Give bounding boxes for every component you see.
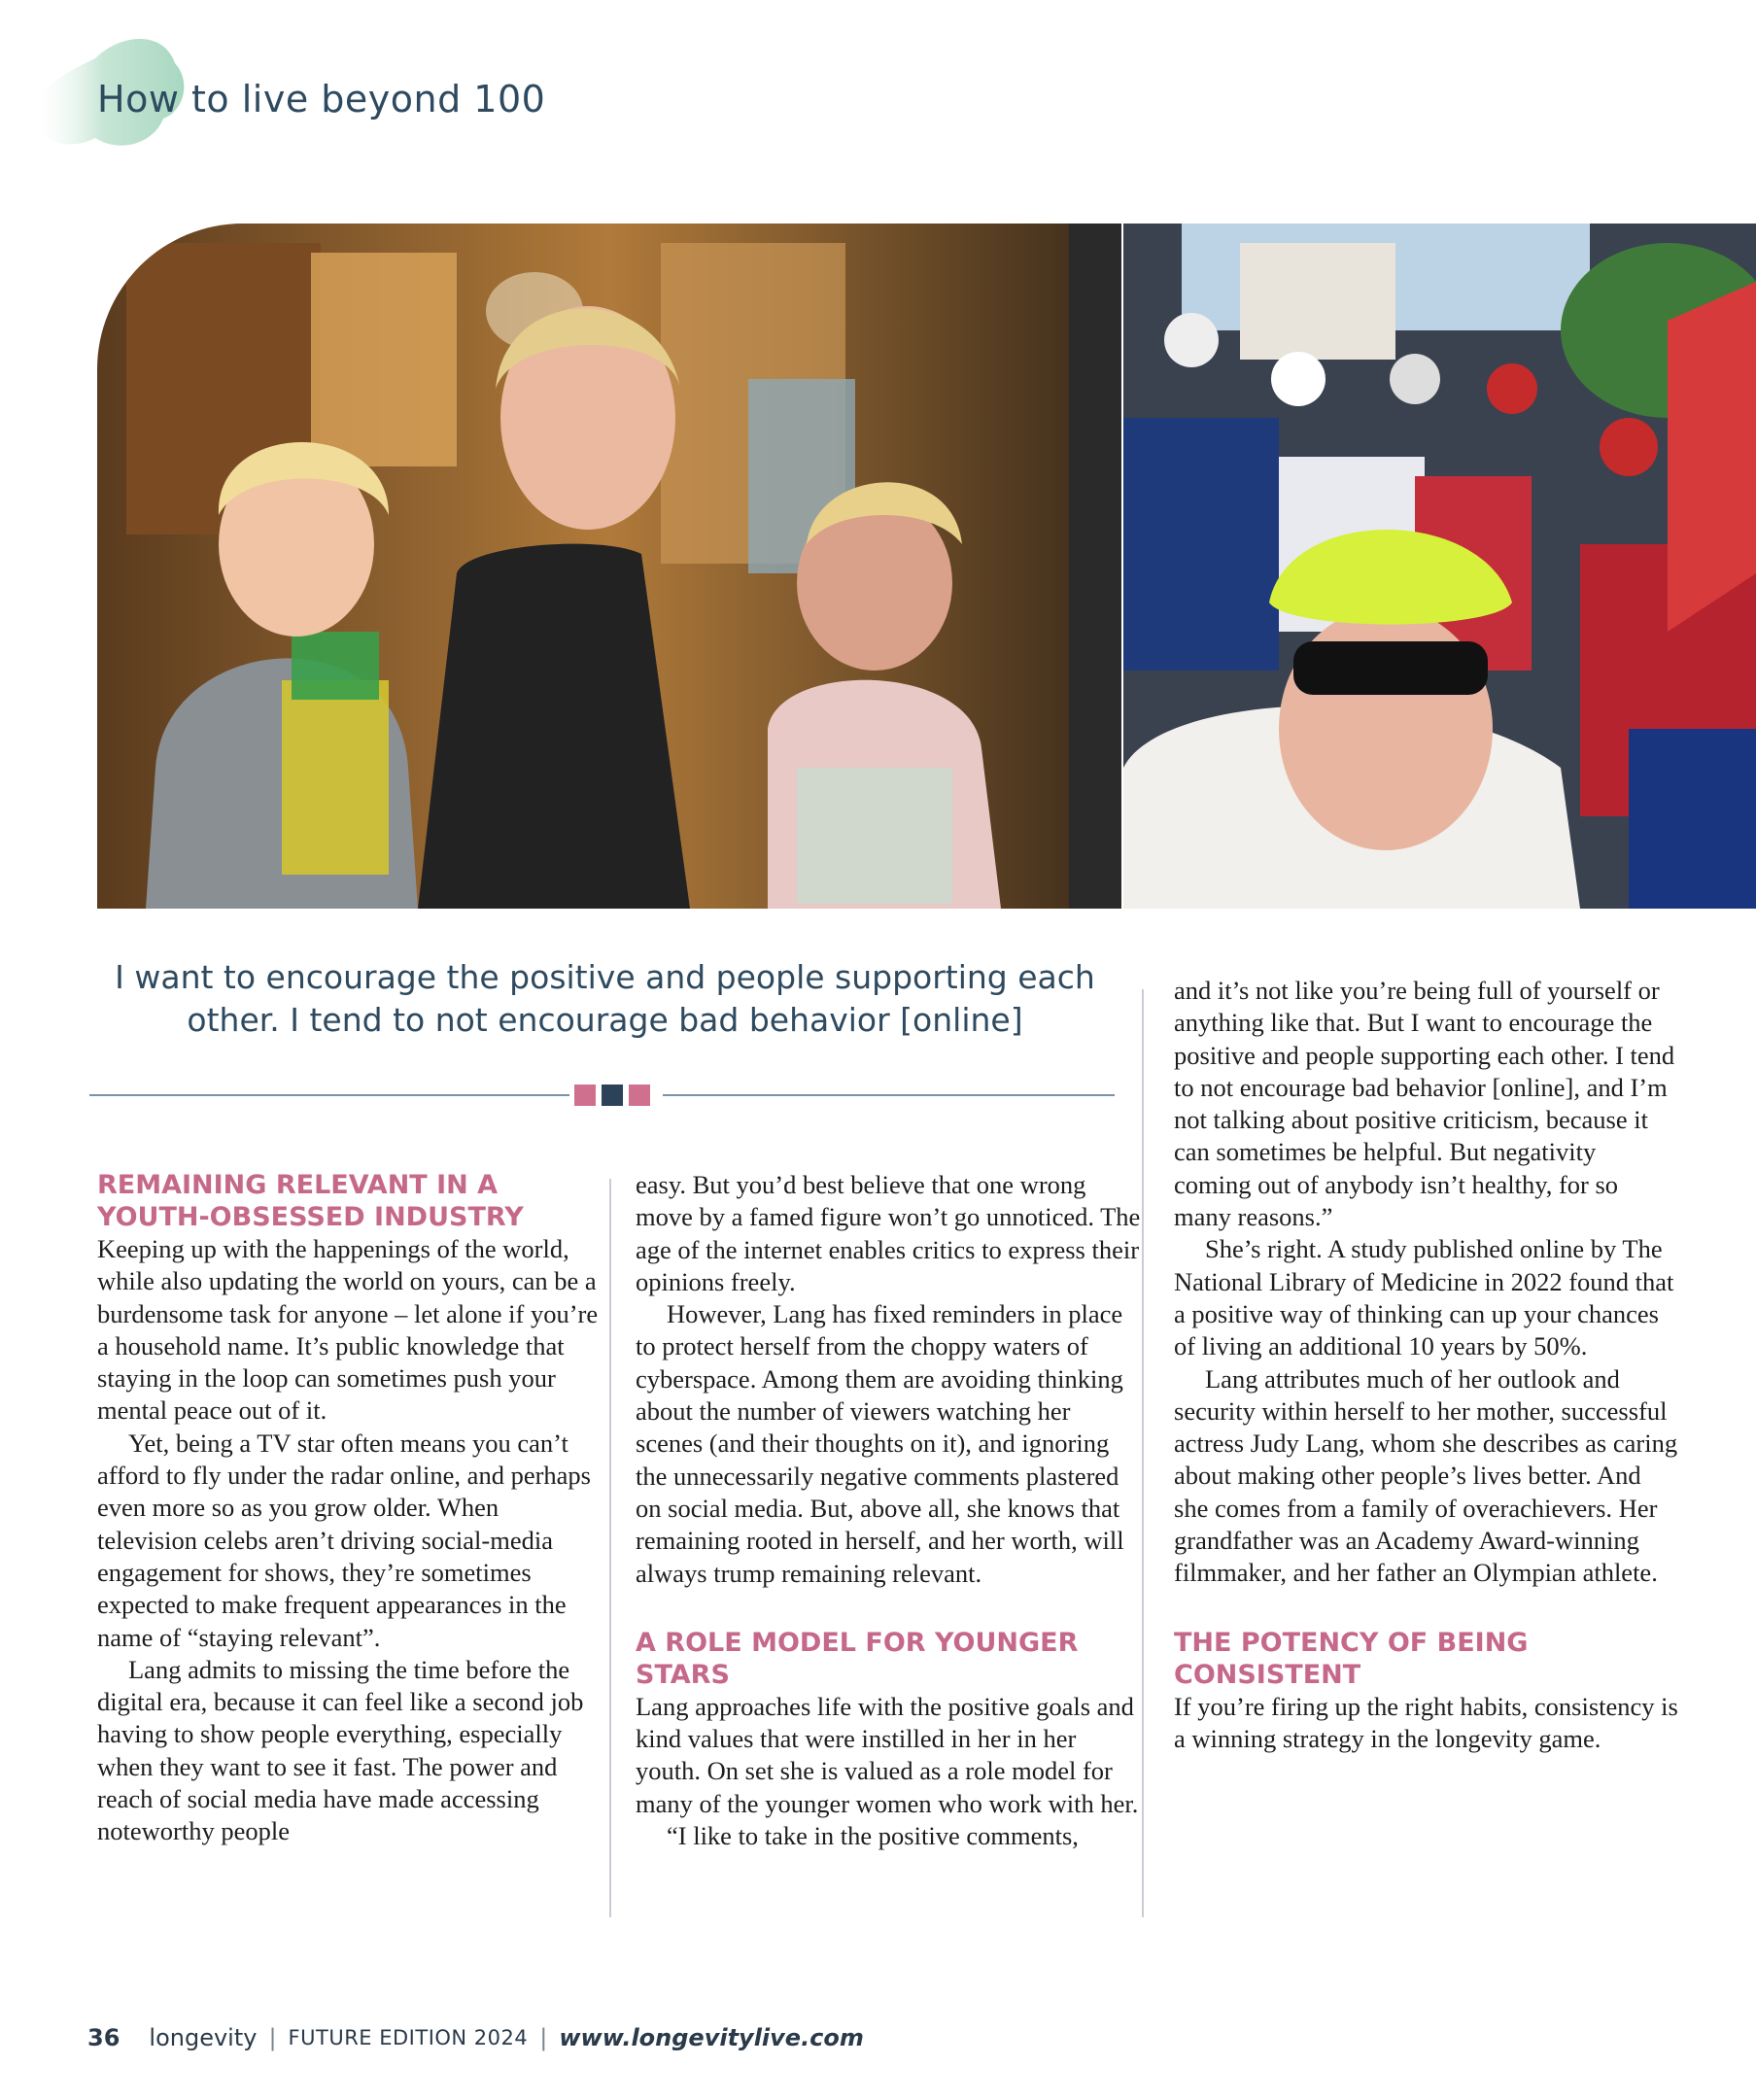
pull-quote: I want to encourage the positive and people supporting each other. I tend to not encourage bad behavior [online]	[115, 958, 1095, 1039]
divider-line-right	[663, 1094, 1115, 1096]
page-number: 36	[87, 2024, 121, 2051]
paragraph: If you’re firing up the right habits, consistency is a winning strategy in the longevity game.	[1174, 1691, 1678, 1753]
paragraph: Lang attributes much of her outlook and security within herself to her mother, successful actress Judy Lang, whom she describes as caring about making other people’s lives better. And she comes from a family of overachievers. Her grandfather was an Academy Award-winning filmmaker, and her father an Olympian athlete.	[1174, 1363, 1678, 1588]
divider-line-left	[89, 1094, 569, 1096]
column-divider	[609, 1179, 611, 1917]
subheading: A ROLE MODEL FOR YOUNGER STARS	[636, 1627, 1079, 1690]
divider-square	[574, 1084, 596, 1106]
article-column-1	[97, 1169, 603, 1848]
paragraph: She’s right. A study published online by The National Library of Medicine in 2022 found that a positive way of thinking can up your chances of living an additional 10 years by 50%.	[1174, 1234, 1674, 1361]
column-divider	[1142, 989, 1144, 1917]
paragraph: “I like to take in the positive comments,	[667, 1821, 1079, 1851]
page-footer	[87, 2024, 864, 2051]
paragraph: easy. But you’d best believe that one wrong move by a famed figure won’t go unnoticed. The age of the internet enables critics to express their opinions freely.	[636, 1170, 1141, 1296]
divider-squares	[574, 1084, 650, 1106]
article-column-2	[636, 1169, 1141, 1852]
photo-woman-with-children	[97, 224, 1121, 909]
divider-square	[629, 1084, 650, 1106]
footer-separator: |	[268, 2024, 277, 2051]
divider-square	[602, 1084, 623, 1106]
subheading: REMAINING RELEVANT IN A YOUTH-OBSESSED INDUSTRY	[97, 1170, 524, 1232]
paragraph: However, Lang has fixed reminders in place to protect herself from the choppy waters of cyberspace. Among them are avoiding thinking about the number of viewers watching her scenes (and their thoughts on it), and ignoring the unnecessarily negative comments plastered on social media. But, above all, she knows that remaining rooted in herself, and her worth, will always trump remaining relevant.	[636, 1299, 1124, 1588]
paragraph: Lang admits to missing the time before the digital era, because it can feel like a second job having to show people everything, especially when they want to see it fast. The power and reach of social media have made accessing noteworthy people	[97, 1654, 584, 1846]
section-title: How to live beyond 100	[97, 78, 546, 120]
paragraph: Keeping up with the happenings of the world, while also updating the world on yours, can be a burdensome task for anyone – let alone if you’re a household name. It’s public knowledge that staying in the loop can sometimes push your mental peace out of it.	[97, 1234, 599, 1426]
paragraph: and it’s not like you’re being full of yourself or anything like that. But I want to encourage the positive and people supporting each other. I tend to not encourage bad behavior [online], and I’m not talking about positive criticism, because it can sometimes be helpful. But negativity coming out of anybody isn’t healthy, for so many reasons.”	[1174, 976, 1675, 1232]
photo-cycling-selfie	[1123, 224, 1756, 909]
footer-separator: |	[539, 2024, 548, 2051]
paragraph: Lang approaches life with the positive goals and kind values that were instilled in her in her youth. On set she is valued as a role model for many of the younger women who work with her.	[636, 1691, 1139, 1818]
magazine-name: longevity	[149, 2024, 258, 2051]
article-column-3	[1174, 975, 1679, 1755]
edition-label: FUTURE EDITION 2024	[288, 2026, 529, 2049]
paragraph: Yet, being a TV star often means you can’t afford to fly under the radar online, and perhaps even more so as you grow older. When television celebs aren’t driving social-media engagement for shows, they’re sometimes expected to make frequent appearances in the name of “staying relevant”.	[97, 1428, 591, 1652]
website-link[interactable]: www.longevitylive.com	[559, 2024, 864, 2051]
subheading: THE POTENCY OF BEING CONSISTENT	[1174, 1627, 1529, 1690]
